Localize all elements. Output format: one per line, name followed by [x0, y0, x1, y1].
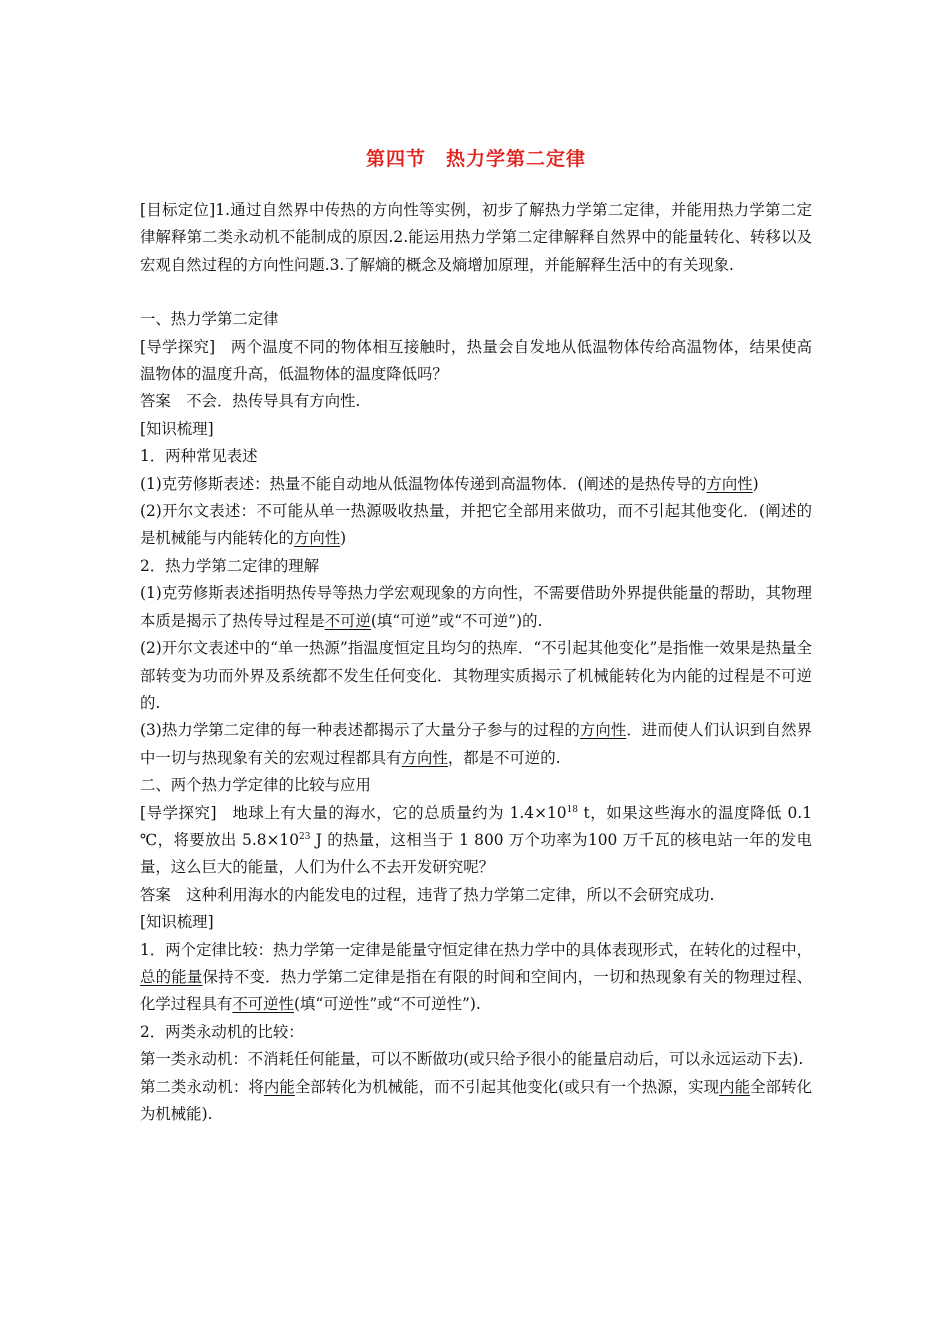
goal-text: 1.通过自然界中传热的方向性等实例，初步了解热力学第二定律，并能用热力学第二定律解释第二类永动机不能制成的原因.2.能运用热力学第二定律解释自然界中的能量转化、转移以及宏观自然过程的方向性问题.3.了解熵的概念及熵增加原理，并能解释生活中的有关现象.	[140, 201, 813, 274]
s1-item1: 1．两种常见表述	[140, 447, 258, 466]
goal-paragraph	[140, 197, 812, 279]
page-title: 第四节 热力学第二定律	[365, 148, 586, 170]
answer-text: 这种利用海水的内能发电的过程，违背了热力学第二定律，所以不会研究成功.	[186, 885, 715, 904]
s2-answer	[140, 882, 812, 909]
text-run: 保持不变．热力学第二定律是指在有限的时间和空间内，一切和热现象有关的物理过程、化学过程具有	[140, 967, 812, 1014]
s2-p8	[140, 1074, 812, 1129]
s1-answer	[140, 388, 812, 415]
fill-answer: 不可逆性	[232, 995, 294, 1014]
exponent: 18	[566, 804, 579, 815]
s1-knowledge-label: [知识梳理]	[140, 419, 214, 438]
text-run: (1)克劳修斯表述：热量不能自动地从低温物体传递到高温物体．(阐述的是热传导的	[140, 474, 707, 493]
s2-knowledge-label: [知识梳理]	[140, 913, 214, 932]
fill-answer: 内能	[719, 1077, 751, 1096]
text-run: 1．两个定律比较：热力学第一定律是能量守恒定律在热力学中的具体表现形式，在转化的过程中，	[140, 940, 812, 959]
fill-answer: 总的能量	[140, 967, 203, 986]
text-run: )	[340, 529, 347, 548]
fill-answer: 内能	[263, 1077, 295, 1096]
document-page	[140, 140, 812, 1128]
text-run: (填“可逆”或“不可逆”)的.	[370, 611, 543, 630]
s1-p3	[140, 580, 812, 635]
text-run: ．进而使人们认识到自然界中一切与热现象有关的宏观过程都具有	[140, 721, 812, 767]
section2-heading: 二、两个热力学定律的比较与应用	[140, 776, 371, 795]
fill-answer: 方向性	[706, 474, 753, 493]
text-run: 全部转化为机械能).	[140, 1077, 812, 1123]
s1-explore	[140, 334, 812, 389]
s2-p6	[140, 937, 812, 1019]
text-run: (填“可逆性”或“不可逆性”).	[293, 995, 481, 1014]
s2-p7: 第一类永动机：不消耗任何能量，可以不断做功(或只给予很小的能量启动后，可以永远运动下去).	[140, 1050, 804, 1069]
explore-label: [导学探究]	[140, 337, 216, 356]
fill-answer: 方向性	[579, 721, 627, 740]
exponent: 23	[298, 831, 311, 842]
s1-p1	[140, 471, 812, 498]
s1-p5	[140, 717, 812, 772]
text-run: )	[752, 474, 759, 493]
fill-answer: 方向性	[293, 529, 341, 548]
fill-answer: 方向性	[401, 748, 448, 767]
text-run: (2)开尔文表述：不可能从单一热源吸收热量，并把它全部用来做功，而不引起其他变化．(阐述的是机械能与内能转化的	[140, 502, 812, 548]
text-run: t，如果这些海水的温度降低 0.1 ℃，将要放出 5.8×10	[140, 803, 812, 849]
answer-label: 答案	[140, 392, 171, 411]
text-run: 地球上有大量的海水，它的总质量约为 1.4×10	[231, 803, 567, 822]
answer-text: 不会．热传导具有方向性.	[186, 392, 361, 411]
section1-heading: 一、热力学第二定律	[140, 310, 279, 329]
explore-label: [导学探究]	[140, 803, 217, 822]
spacer	[140, 279, 812, 306]
text-run: (3)热力学第二定律的每一种表述都揭示了大量分子参与的过程的	[140, 721, 580, 740]
text-run: ，都是不可逆的.	[447, 748, 561, 767]
s2-explore	[140, 800, 812, 882]
text-run: (1)克劳修斯表述指明热传导等热力学宏观现象的方向性，不需要借助外界提供能量的帮助，其物理本质是揭示了热传导过程是	[140, 584, 812, 630]
fill-answer: 不可逆	[324, 611, 371, 630]
explore-text: 两个温度不同的物体相互接触时，热量会自发地从低温物体传给高温物体，结果使高温物体的温度升高，低温物体的温度降低吗？	[140, 337, 812, 384]
text-run: 第二类永动机：将	[140, 1077, 264, 1096]
answer-label: 答案	[140, 885, 171, 904]
goal-label: [目标定位]	[140, 201, 216, 219]
text-run: 全部转化为机械能，而不引起其他变化(或只有一个热源，实现	[294, 1077, 720, 1096]
s1-p2	[140, 498, 812, 553]
s1-p4: (2)开尔文表述中的“单一热源”指温度恒定且均匀的热库．“不引起其他变化”是指惟一效果是热量全部转变为功而外界及系统都不发生任何变化．其物理实质揭示了机械能转化为内能的过程是不可逆的.	[140, 639, 812, 712]
text-run: J 的热量，这相当于 1 800 万个功率为100 万千瓦的核电站一年的发电量，这么巨大的能量，人们为什么不去开发研究呢？	[140, 830, 812, 877]
s1-item2: 2．热力学第二定律的理解	[140, 556, 320, 575]
s2-item2: 2．两类永动机的比较：	[140, 1022, 304, 1041]
